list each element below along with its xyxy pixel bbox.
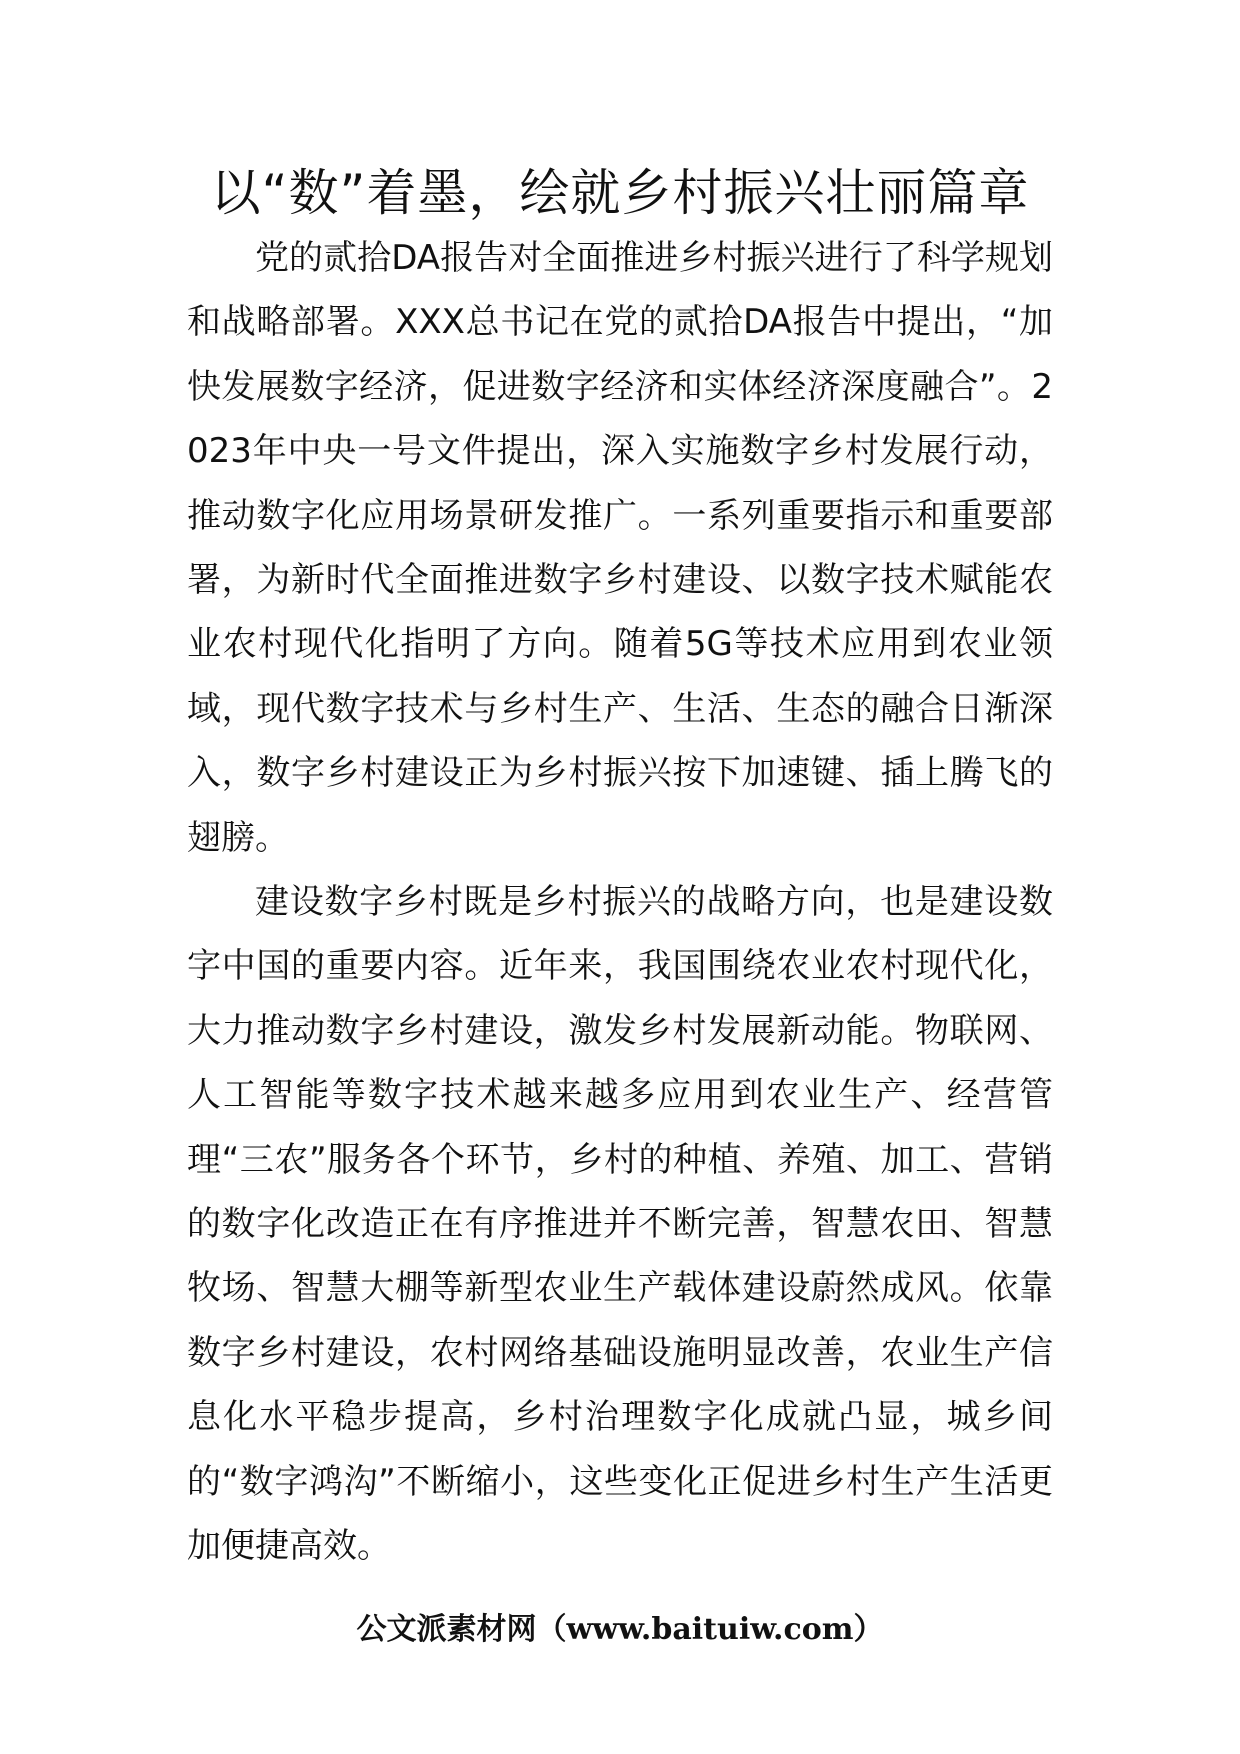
document-title: 以“数”着墨，绘就乡村振兴壮丽篇章 bbox=[210, 164, 1030, 222]
paragraph-text: 党的贰拾DA报告对全面推进乡村振兴进行了科学规划和战略部署。XXX总书记在党的贰拾DA报告中提出，“加快发展数字经济，促进数字经济和实体经济深度融合”。2023年中央一号文件提出，深入实施数字乡村发展行动，推动数字化应用场景研发推广。一系列重要指示和重要部署，为新时代全面推进数字乡村建设、以数字技术赋能农业农村现代化指明了方向。随着5G等技术应用到农业领域，现代数字技术与乡村生产、生活、生态的融合日渐深入，数字乡村建设正为乡村振兴按下加速键、插上腾飞的翅膀。 bbox=[187, 238, 1053, 858]
footer-source-text: 公文派素材网（www.baituiw.com） bbox=[356, 1612, 884, 1647]
body-paragraph-1 bbox=[187, 226, 1053, 870]
body-paragraph-2 bbox=[187, 870, 1053, 1578]
paragraph-text: 建设数字乡村既是乡村振兴的战略方向，也是建设数字中国的重要内容。近年来，我国围绕农业农村现代化，大力推动数字乡村建设，激发乡村发展新动能。物联网、人工智能等数字技术越来越多应用到农业生产、经营管理“三农”服务各个环节，乡村的种植、养殖、加工、营销的数字化改造正在有序推进并不断完善，智慧农田、智慧牧场、智慧大棚等新型农业生产载体建设蔚然成风。依靠数字乡村建设，农村网络基础设施明显改善，农业生产信息化水平稳步提高，乡村治理数字化成就凸显，城乡间的“数字鸿沟”不断缩小，这些变化正促进乡村生产生活更加便捷高效。 bbox=[187, 882, 1053, 1567]
